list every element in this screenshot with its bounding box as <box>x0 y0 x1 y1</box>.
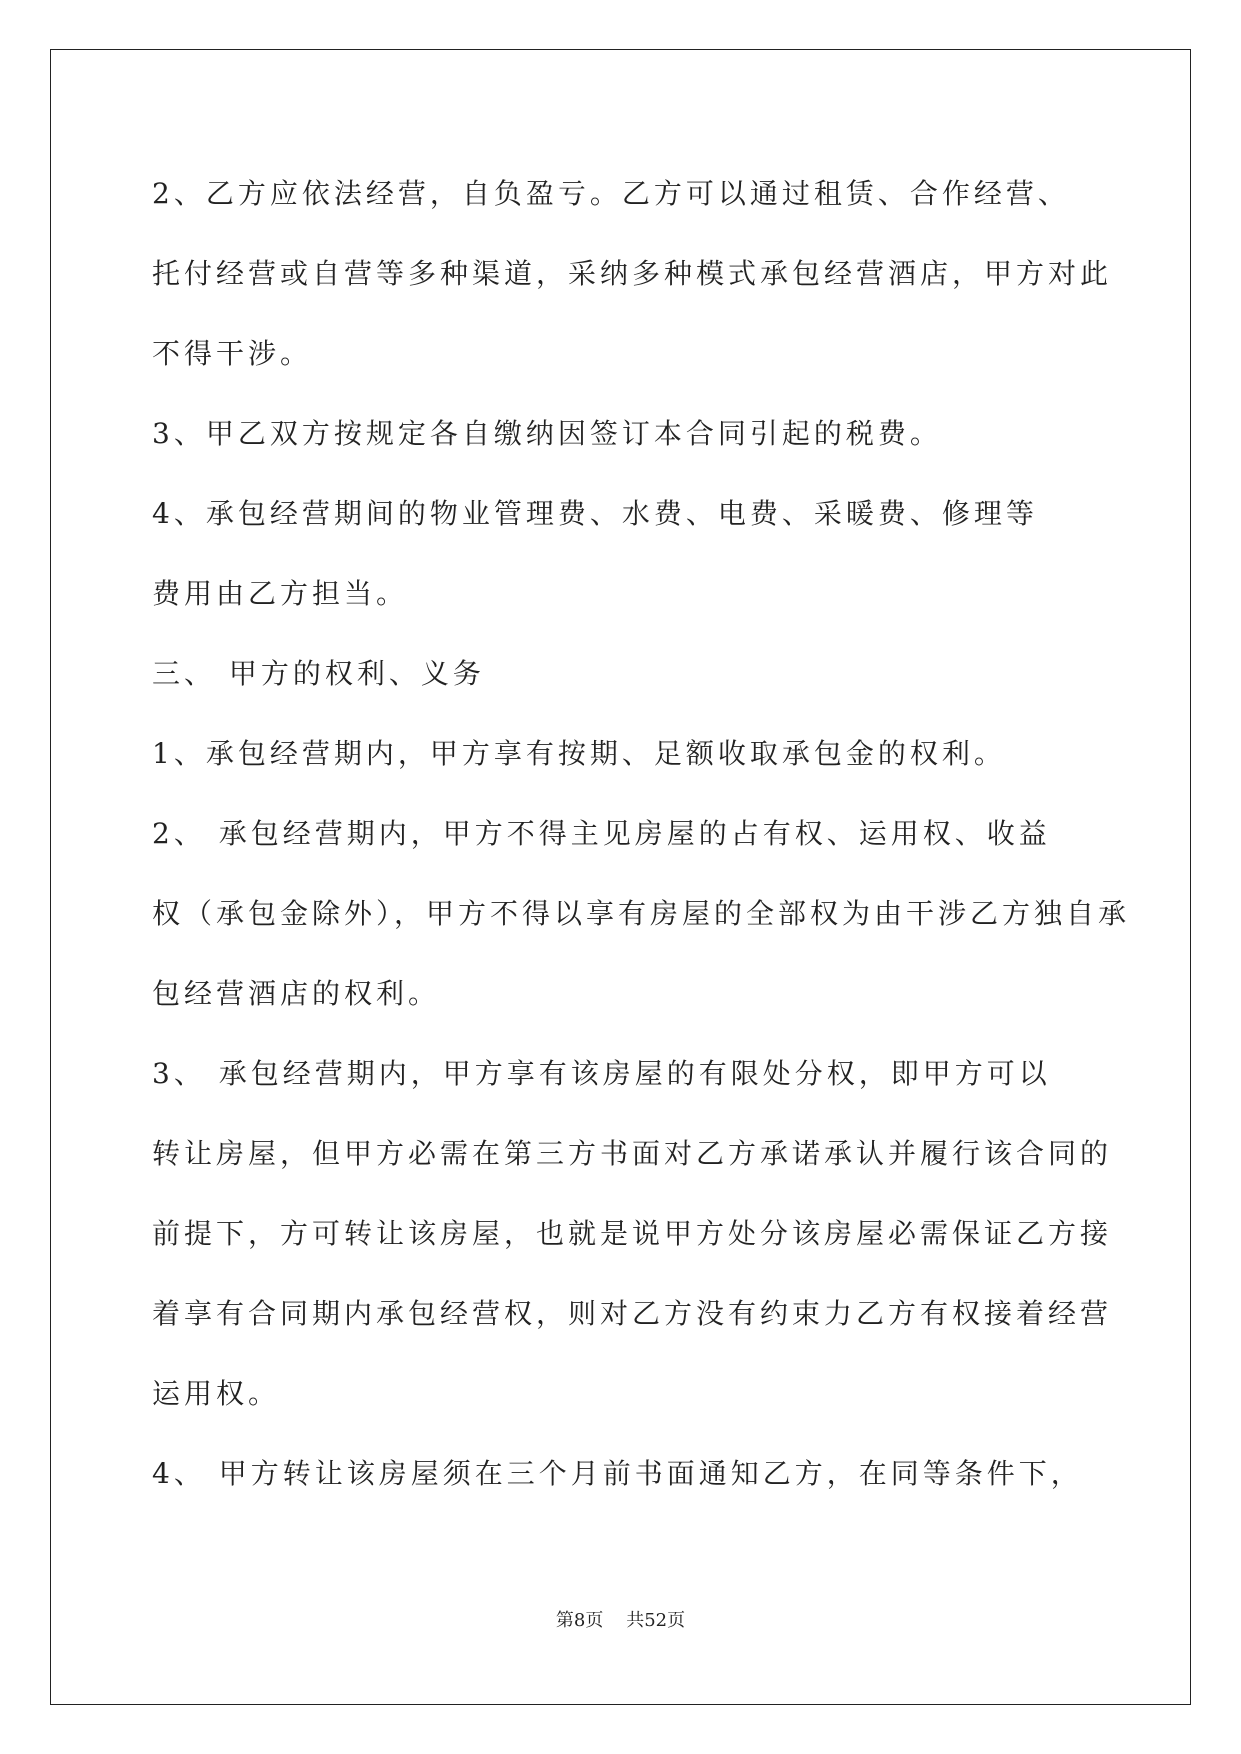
paragraph-line: 包经营酒店的权利。 <box>152 977 441 1010</box>
section-heading: 三、 甲方的权利、义务 <box>152 657 485 690</box>
paragraph-line: 1、承包经营期内，甲方享有按期、足额收取承包金的权利。 <box>152 737 1006 770</box>
paragraph-line: 运用权。 <box>152 1377 281 1410</box>
page-number-footer: 第8页 共52页 <box>555 1610 686 1631</box>
paragraph-line: 前提下，方可转让该房屋，也就是说甲方处分该房屋必需保证乙方接 <box>152 1217 1113 1250</box>
paragraph-line: 费用由乙方担当。 <box>152 577 409 610</box>
paragraph-line: 权（承包金除外），甲方不得以享有房屋的全部权为由干涉乙方独自承 <box>152 897 1131 930</box>
paragraph-line: 2、 承包经营期内，甲方不得主见房屋的占有权、运用权、收益 <box>152 817 1051 850</box>
paragraph-line: 2、乙方应依法经营，自负盈亏。乙方可以通过租赁、合作经营、 <box>152 177 1070 210</box>
paragraph-line: 着享有合同期内承包经营权，则对乙方没有约束力乙方有权接着经营 <box>152 1297 1113 1330</box>
paragraph-line: 3、 承包经营期内，甲方享有该房屋的有限处分权，即甲方可以 <box>152 1057 1051 1090</box>
paragraph-line: 4、 甲方转让该房屋须在三个月前书面通知乙方，在同等条件下， <box>152 1457 1083 1490</box>
paragraph-line: 不得干涉。 <box>152 337 313 370</box>
paragraph-line: 托付经营或自营等多种渠道，采纳多种模式承包经营酒店，甲方对此 <box>152 257 1113 290</box>
paragraph-line: 转让房屋，但甲方必需在第三方书面对乙方承诺承认并履行该合同的 <box>152 1137 1113 1170</box>
paragraph-line: 3、甲乙双方按规定各自缴纳因签订本合同引起的税费。 <box>152 417 942 450</box>
paragraph-line: 4、承包经营期间的物业管理费、水费、电费、采暖费、修理等 <box>152 497 1038 530</box>
